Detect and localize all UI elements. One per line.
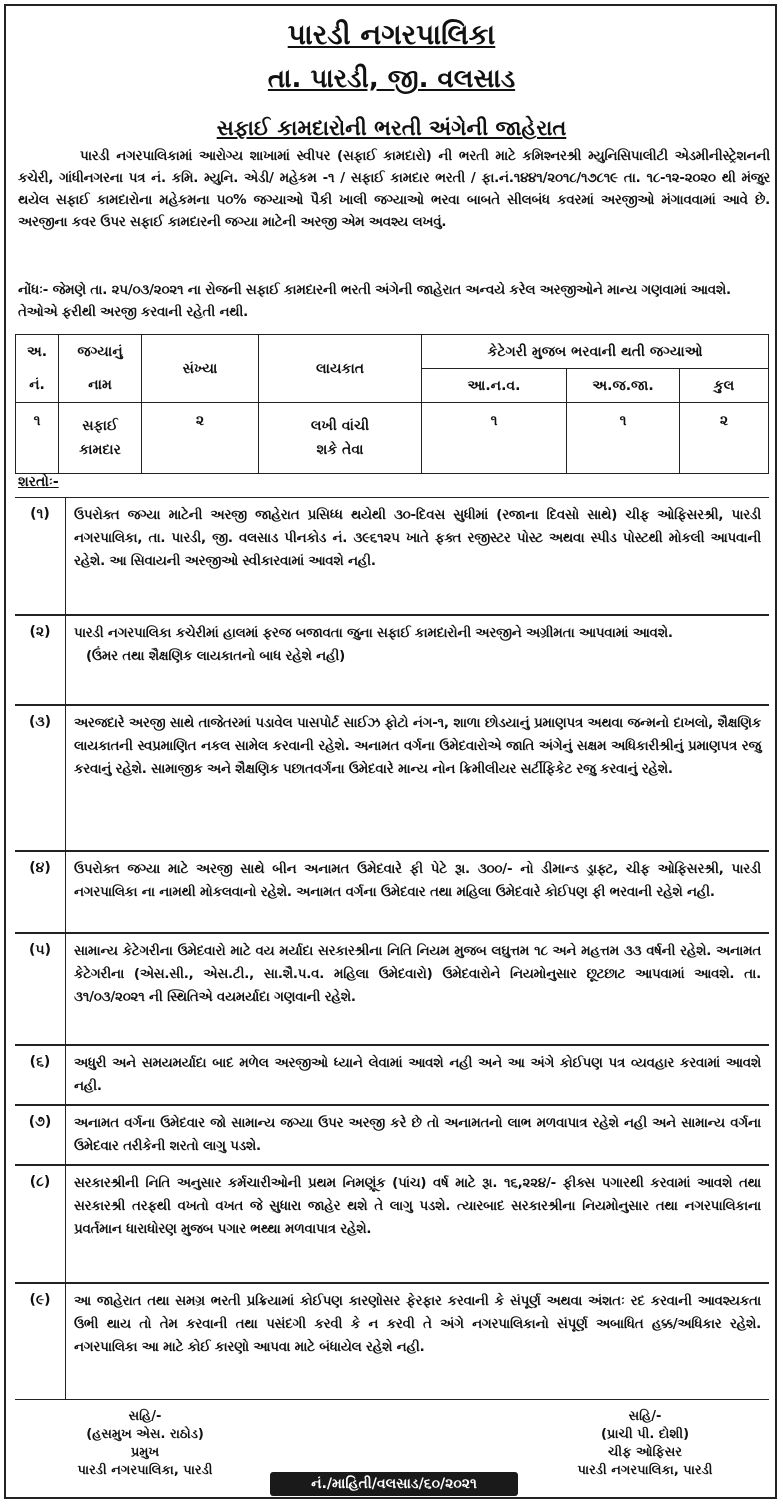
condition-text: પારડી નગરપાલિકા કચેરીમાં હાલમાં ફરજ બજાવતા જુના સફાઈ કામદારોની અરજીને અગ્રીમતા આપવામાં આવશે. (74, 626, 673, 641)
condition-number: (૬) (15, 1046, 66, 1104)
col-count-header: સંખ્યા (142, 335, 259, 403)
col-qualification-header: લાયકાત (259, 335, 422, 403)
vacancy-table (15, 334, 769, 474)
cell-post-line2: કામદાર (79, 442, 121, 458)
col-sr-header-2: નં. (16, 369, 59, 403)
condition-number: (૧) (15, 498, 66, 614)
condition-number: (૭) (15, 1106, 66, 1164)
signatory-office: પારડી નગરપાલિકા, પારડી (577, 1463, 713, 1478)
cell-open: ૧ (422, 403, 567, 474)
condition-item (15, 615, 769, 705)
condition-item (15, 1045, 769, 1105)
signatory-name: (હસમુખ એસ. રાઠોડ) (86, 1427, 204, 1442)
table-row (16, 403, 769, 474)
condition-number: (૪) (15, 852, 66, 932)
condition-item (15, 933, 769, 1045)
cell-post-line1: સફાઈ (82, 418, 118, 434)
note-paragraph: નોંધઃ- જેમણે તા. ૨૫/૦૩/૨૦૨૧ ના રોજની સફાઈ કામદારની ભરતી અંગેની જાહેરાત અન્વયે કરેલ અરજીઓને માન્ય ગણવામાં આવશે. તેઓએ ફરીથી અરજી કરવાની રહેતી નથી. (18, 283, 731, 320)
condition-text-block (66, 616, 769, 704)
condition-item (15, 497, 769, 615)
condition-item (15, 1105, 769, 1165)
cell-st: ૧ (567, 403, 680, 474)
condition-text: અરજદારે અરજી સાથે તાજેતરમાં પડાવેલ પાસપોર્ટ સાઈઝ ફોટો નંગ-૧, શાળા છોડયાનું પ્રમાણપત્ર અથવા જન્મનો દાખલો, શૈક્ષણિક લાયકાતની સ્વપ્રમાણિત નકલ સામેલ કરવાની રહેશે. અનામત વર્ગના ઉમેદવારોએ જાતિ અંગેનું સક્ષમ અધિકારીશ્રીનું પ્રમાણપત્ર રજુ કરવાનું રહેશે. સામાજીક અને શૈક્ષણિક પછાતવર્ગના ઉમેદવારે માન્ય નોન ક્રિમીલીયર સર્ટીફિકેટ રજુ કરવાનું રહેશે. (74, 716, 761, 777)
col-category-group-header: કેટેગરી મુજબ ભરવાની થતી જગ્યાઓ (422, 335, 769, 369)
condition-text: ઉપરોક્ત જગ્યા માટે અરજી સાથે બીન અનામત ઉમેદવારે ફી પેટે રૂા. ૩૦૦/- નો ડીમાન્ડ ડ્રાફ્ટ, ચીફ ઓફિસરશ્રી, પારડી નગરપાલિકા ના નામથી મોકલવાનો રહેશે. અનામત વર્ગના ઉમેદવાર તથા મહિલા ઉમેદવારે કોઈપણ ફી ભરવાની રહેશે નહી. (74, 862, 761, 900)
condition-item (15, 1165, 769, 1283)
condition-text: સરકારશ્રીની નિતિ અનુસાર કર્મચારીઓની પ્રથમ નિમણૂંક (પાંચ) વર્ષ માટે રૂા. ૧૬,૨૨૪/- ફીક્સ પગારથી કરવામાં આવશે તથા સરકારશ્રી તરફથી વખતો વખત જે સુધારા જાહેર થશે તે લાગુ પડશે. ત્યારબાદ સરકારશ્રીના નિયમોનુસાર તથા નગરપાલિકાના પ્રવર્તમાન ધારાધોરણ મુજબ પગાર ભથ્થા મળવાપાત્ર રહેશે. (74, 1176, 761, 1237)
condition-number: (૫) (15, 934, 66, 1044)
condition-item (15, 1283, 769, 1400)
cell-sr: ૧ (16, 403, 59, 474)
municipality-title: પારડી નગરપાલિકા (287, 18, 496, 51)
signature-president (30, 1408, 260, 1480)
condition-number: (૯) (15, 1284, 66, 1399)
condition-item (15, 851, 769, 933)
address-line: તા. પારડી, જી. વલસાડ (267, 64, 516, 94)
cell-qualification (259, 403, 422, 474)
signature-mark: સહિ/- (628, 1409, 662, 1424)
signatory-office: પારડી નગરપાલિકા, પારડી (77, 1463, 213, 1478)
condition-item (15, 705, 769, 851)
condition-text: સામાન્ય કેટેગરીના ઉમેદવારો માટે વય મર્યાદા સરકારશ્રીના નિતિ નિયમ મુજબ લઘુત્તમ ૧૮ અને મહત્તમ ૩૩ વર્ષની રહેશે. અનામત કેટેગરીના (એસ.સી., એસ.ટી., સા.શૈ.પ.વ. મહિલા ઉમેદવારો) ઉમેદવારોને નિયમોનુસાર છૂટછાટ આપવામાં આવશે. તા. ૩૧/૦૩/૨૦૨૧ ની સ્થિતિએ વયમર્યાદા ગણવાની રહેશે. (74, 944, 761, 1005)
cell-post (59, 403, 142, 474)
conditions-heading: શરતોઃ- (18, 474, 59, 490)
reference-number-badge: નં./માહિતી/વલસાડ/૬૦/૨૦૨૧ (270, 1472, 518, 1496)
condition-number: (૩) (15, 706, 66, 850)
col-sr-header: અ. (16, 335, 59, 369)
signature-chief-officer (530, 1408, 760, 1480)
condition-text: અનામત વર્ગના ઉમેદવાર જો સામાન્ય જગ્યા ઉપર અરજી કરે છે તો અનામતનો લાભ મળવાપાત્ર રહેશે નહી અને સામાન્ય વર્ગના ઉમેદવાર તરીકેની શરતો લાગુ પડશે. (74, 1116, 761, 1154)
condition-text: આ જાહેરાત તથા સમગ્ર ભરતી પ્રક્રિયામાં કોઈપણ કારણોસર ફેરફાર કરવાની કે સંપૂર્ણ અથવા અંશતઃ રદ કરવાની આવશ્યકતા ઉભી થાય તો તેમ કરવાની તથા પસંદગી કરવી કે ન કરવી તે અંગે નગરપાલિકાનો સંપૂર્ણ અબાધિત હક્ક/અધિકાર રહેશે. નગરપાલિકા આ માટે કોઈ કારણો આપવા માટે બંધાયેલ રહેશે નહી. (74, 1294, 761, 1355)
intro-paragraph (18, 146, 770, 234)
cell-qual-line2: શકે તેવા (316, 442, 364, 458)
cell-count: ૨ (142, 403, 259, 474)
notice-subject: સફાઈ કામદારોની ભરતી અંગેની જાહેરાત (216, 116, 567, 140)
col-post-header-2: નામ (59, 369, 142, 403)
signature-mark: સહિ/- (128, 1409, 162, 1424)
signatory-designation: પ્રમુખ (130, 1445, 160, 1460)
col-cat-total: કુલ (680, 369, 769, 403)
condition-text: ઉપરોક્ત જગ્યા માટેની અરજી જાહેરાત પ્રસિધ્ધ થયેથી ૩૦-દિવસ સુધીમાં (રજાના દિવસો સાથે) ચીફ ઓફિસરશ્રી, પારડી નગરપાલિકા, તા. પારડી, જી. વલસાડ પીનકોડ નં. ૩૯૬૧૨૫ ખાતે ફક્ત રજીસ્ટર પોસ્ટ અથવા સ્પીડ પોસ્ટથી મોકલી આપવાની રહેશે. આ સિવાયની અરજીઓ સ્વીકારવામાં આવશે નહી. (74, 508, 761, 569)
condition-text: અધુરી અને સમયમર્યાદા બાદ મળેલ અરજીઓ ધ્યાને લેવામાં આવશે નહી અને આ અંગે કોઈપણ પત્ર વ્યવહાર કરવામાં આવશે નહી. (74, 1056, 761, 1094)
intro-text: પારડી નગરપાલિકામાં આરોગ્ય શાખામાં સ્વીપર (સફાઈ કામદારો) ની ભરતી માટે કમિશ્નરશ્રી મ્યુનિસિપાલીટી એડમીનીસ્ટ્રેશનની કચેરી, ગાંધીનગરના પત્ર નં. કમિ. મ્યુનિ. એડી/ મહેકમ -૧ / સફાઈ કામદાર ભરતી / ફા.નં.૧૪૪૧/૨૦૧૮/૧૭૮૧૯ તા. ૧૮-૧૨-૨૦૨૦ થી મંજુર થયેલ સફાઈ કામદારોના મહેકમના ૫૦% જગ્યાઓ પૈકી ખાલી જગ્યાઓ ભરવા બાબતે સીલબંધ કવરમાં અરજીઓ મંગાવવામાં આવે છે. અરજીના કવર ઉપર સફાઈ કામદારની જગ્યા માટેની અરજી એમ અવશ્ય લખવું. (18, 149, 770, 230)
signatory-designation: ચીફ ઓફિસર (608, 1445, 682, 1460)
condition-extra: (ઉંમર તથા શૈક્ષણિક લાયકાતનો બાધ રહેશે નહી) (86, 649, 346, 664)
condition-number: (૨) (15, 616, 66, 704)
col-post-header: જગ્યાનું (59, 335, 142, 369)
col-cat-open: આ.ન.વ. (422, 369, 567, 403)
condition-number: (૮) (15, 1166, 66, 1282)
cell-total: ૨ (680, 403, 769, 474)
signatory-name: (પ્રાચી પી. દોશી) (600, 1427, 690, 1442)
col-cat-st: અ.જ.જા. (567, 369, 680, 403)
cell-qual-line1: લખી વાંચી (310, 418, 370, 434)
